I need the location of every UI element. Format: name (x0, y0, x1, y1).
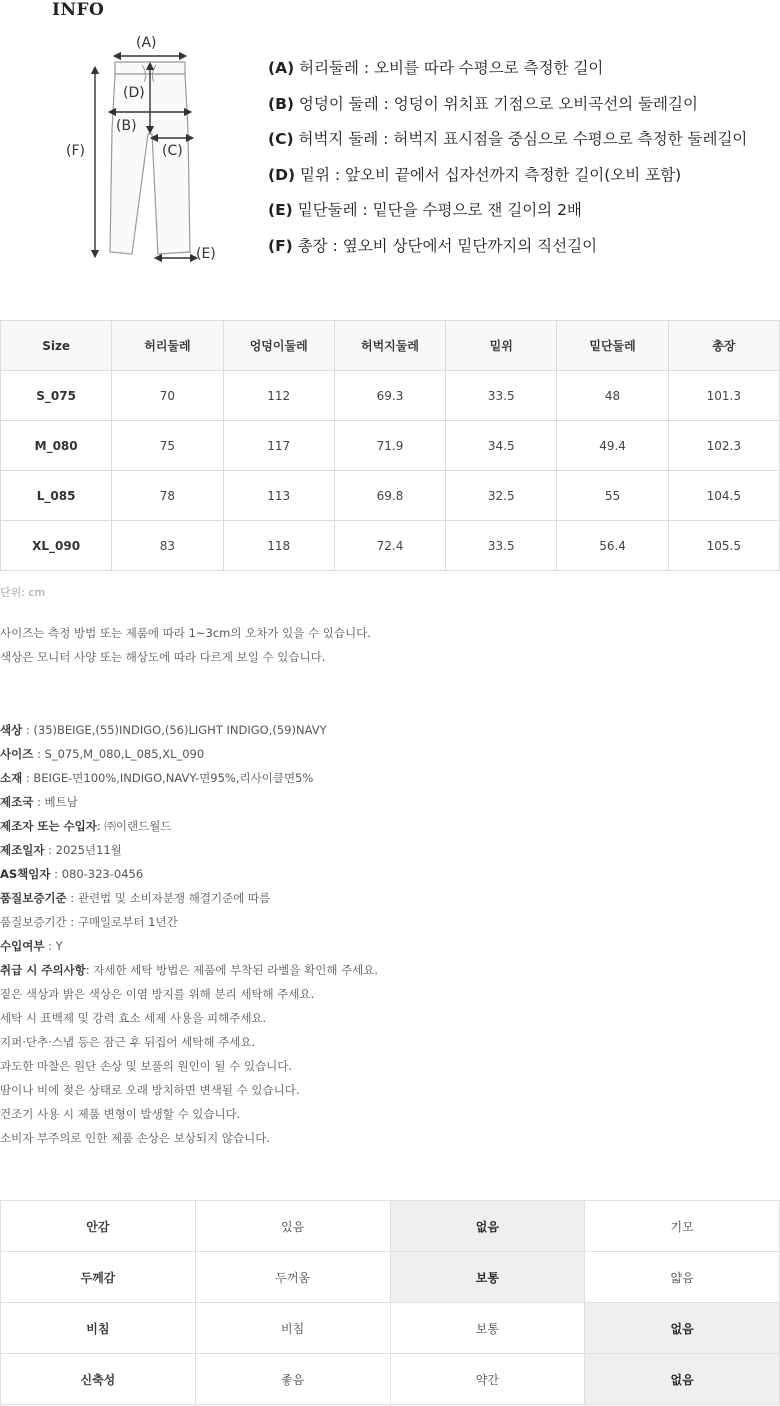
feel-option: 없음 (585, 1354, 780, 1405)
legend-item: (F) 총장 : 옆오비 상단에서 밑단까지의 직선길이 (268, 236, 598, 255)
spec-row: 땀이나 비에 젖은 상태로 오래 방치하면 변색될 수 있습니다. (0, 1083, 300, 1097)
label-e: (E) (196, 246, 216, 262)
table-row (1, 521, 780, 571)
table-cell: 69.3 (334, 371, 445, 421)
spec-row: 지퍼·단추·스냅 등은 잠근 후 뒤집어 세탁해 주세요. (0, 1035, 256, 1049)
size-cell: L_085 (1, 471, 112, 521)
size-cell: XL_090 (1, 521, 112, 571)
table-row (1, 471, 780, 521)
product-specs (0, 718, 378, 1150)
feel-label: 안감 (1, 1201, 196, 1252)
label-c: (C) (162, 143, 183, 159)
spec-row: 품질보증기준 : 관련법 및 소비자분쟁 해결기준에 따름 (0, 891, 271, 905)
feel-label: 두께감 (1, 1252, 196, 1303)
feel-row (1, 1201, 780, 1252)
table-cell: 33.5 (446, 371, 557, 421)
table-cell: 71.9 (334, 421, 445, 471)
table-cell: 72.4 (334, 521, 445, 571)
table-cell: 55 (557, 471, 668, 521)
table-cell: 105.5 (668, 521, 779, 571)
feel-option: 약간 (390, 1354, 585, 1405)
table-cell: 113 (223, 471, 334, 521)
table-cell: 69.8 (334, 471, 445, 521)
spec-row: 건조기 사용 시 제품 변형이 발생할 수 있습니다. (0, 1107, 241, 1121)
legend-item: (E) 밑단둘레 : 밑단을 수평으로 잰 길이의 2배 (268, 201, 582, 220)
feel-option: 두꺼움 (195, 1252, 390, 1303)
size-notes (0, 621, 371, 669)
spec-row: 제조자 또는 수입자: ㈜이랜드월드 (0, 819, 172, 833)
table-cell: 117 (223, 421, 334, 471)
label-b: (B) (116, 118, 137, 134)
label-d: (D) (123, 85, 145, 101)
column-header: Size (1, 321, 112, 371)
note-line: 사이즈는 측정 방법 또는 제품에 따라 1~3cm의 오차가 있을 수 있습니다. (0, 626, 371, 640)
feel-option: 얇음 (585, 1252, 780, 1303)
spec-row: 수입여부 : Y (0, 939, 63, 953)
spec-row: 품질보증기간 : 구매일로부터 1년간 (0, 915, 178, 929)
label-a: (A) (136, 35, 157, 51)
feel-row (1, 1303, 780, 1354)
spec-row: 소비자 부주의로 인한 제품 손상은 보상되지 않습니다. (0, 1131, 270, 1145)
fabric-feel-table (0, 1200, 780, 1405)
legend-item: (A) 허리둘레 : 오비를 따라 수평으로 측정한 길이 (268, 59, 604, 77)
feel-row (1, 1252, 780, 1303)
table-cell: 104.5 (668, 471, 779, 521)
table-cell: 102.3 (668, 421, 779, 471)
column-header: 허벅지둘레 (334, 321, 445, 371)
spec-row: 제조일자 : 2025년11월 (0, 843, 122, 857)
table-cell: 56.4 (557, 521, 668, 571)
feel-label: 신축성 (1, 1354, 196, 1405)
size-cell: M_080 (1, 421, 112, 471)
table-cell: 101.3 (668, 371, 779, 421)
feel-option: 기모 (585, 1201, 780, 1252)
table-cell: 32.5 (446, 471, 557, 521)
column-header: 밑단둘레 (557, 321, 668, 371)
feel-option: 없음 (585, 1303, 780, 1354)
measurement-legend (268, 56, 747, 270)
feel-option: 보통 (390, 1252, 585, 1303)
table-cell: 70 (112, 371, 223, 421)
table-cell: 75 (112, 421, 223, 471)
column-header: 엉덩이둘레 (223, 321, 334, 371)
pants-measurement-diagram (60, 30, 230, 270)
spec-row: 세탁 시 표백제 및 강력 효소 세제 사용을 피해주세요. (0, 1011, 267, 1025)
column-header: 총장 (668, 321, 779, 371)
legend-item: (B) 엉덩이 둘레 : 엉덩이 위치표 기점으로 오비곡선의 둘레길이 (268, 94, 698, 113)
feel-option: 좋음 (195, 1354, 390, 1405)
feel-label: 비침 (1, 1303, 196, 1354)
spec-row: 과도한 마찰은 원단 손상 및 보풀의 원인이 될 수 있습니다. (0, 1059, 293, 1073)
feel-row (1, 1354, 780, 1405)
spec-row: AS책임자 : 080-323-0456 (0, 867, 144, 881)
table-cell: 78 (112, 471, 223, 521)
legend-item: (D) 밑위 : 앞오비 끝에서 십자선까지 측정한 길이(오비 포함) (268, 165, 682, 184)
table-cell: 118 (223, 521, 334, 571)
label-f: (F) (66, 143, 85, 159)
legend-item: (C) 허벅지 둘레 : 허벅지 표시점을 중심으로 수평으로 측정한 둘레길이 (268, 130, 748, 149)
spec-row: 색상 : (35)BEIGE,(55)INDIGO,(56)LIGHT INDIGO,(59)NAVY (0, 723, 327, 737)
feel-option: 있음 (195, 1201, 390, 1252)
spec-row: 제조국 : 베트남 (0, 795, 78, 809)
feel-option: 비침 (195, 1303, 390, 1354)
table-cell: 49.4 (557, 421, 668, 471)
table-cell: 48 (557, 371, 668, 421)
table-row (1, 421, 780, 471)
page-title: INFO (52, 0, 105, 20)
table-cell: 112 (223, 371, 334, 421)
feel-option: 없음 (390, 1201, 585, 1252)
table-cell: 83 (112, 521, 223, 571)
spec-row: 취급 시 주의사항: 자세한 세탁 방법은 제품에 부착된 라벨을 확인해 주세요. (0, 963, 379, 977)
size-table-header (1, 321, 780, 371)
size-table (0, 320, 780, 571)
column-header: 밑위 (446, 321, 557, 371)
table-row (1, 371, 780, 421)
note-line: 색상은 모니터 사양 또는 해상도에 따라 다르게 보일 수 있습니다. (0, 650, 326, 664)
spec-row: 짙은 색상과 밝은 색상은 이염 방지를 위해 분리 세탁해 주세요. (0, 987, 315, 1001)
spec-row: 소재 : BEIGE-면100%,INDIGO,NAVY-면95%,리사이클면5% (0, 771, 314, 785)
spec-row: 사이즈 : S_075,M_080,L_085,XL_090 (0, 747, 205, 761)
feel-option: 보통 (390, 1303, 585, 1354)
size-cell: S_075 (1, 371, 112, 421)
unit-label: 단위: cm (0, 586, 46, 599)
column-header: 허리둘레 (112, 321, 223, 371)
table-cell: 33.5 (446, 521, 557, 571)
table-cell: 34.5 (446, 421, 557, 471)
